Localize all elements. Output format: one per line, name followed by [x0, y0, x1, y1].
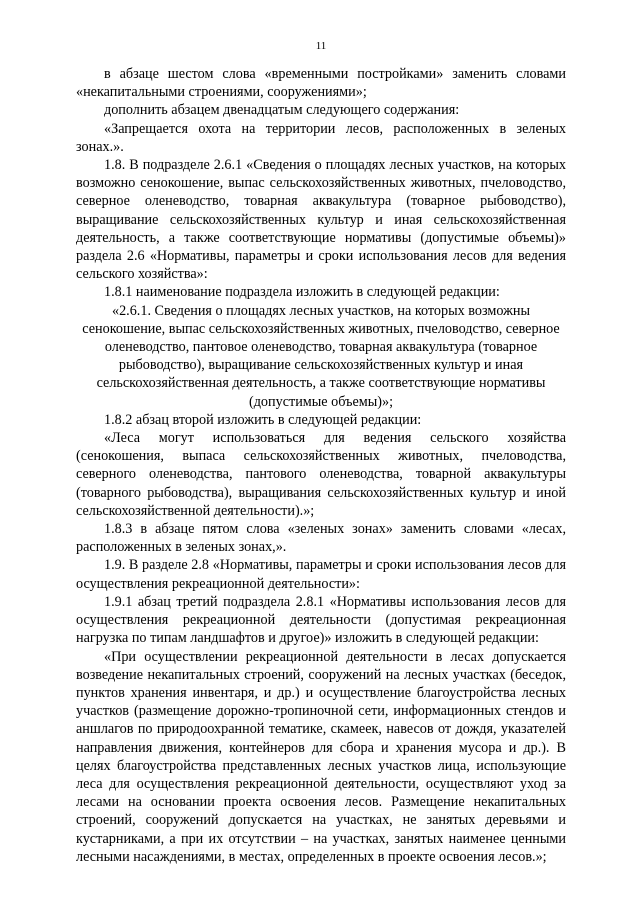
paragraph-quote-agriculture: «Леса могут использоваться для ведения сельского хозяйства (сенокошения, выпаса сельскохозяйственных животных, пчеловодства, северного оленеводства, пантового оленеводства, товарной аквакультуры (товарного рыбоводства), выращивания сельскохозяйственных культур и иной сельскохозяйственной деятельности).»;: [76, 430, 566, 519]
page-number: 11: [315, 40, 327, 52]
paragraph-amend-abzats-6: в абзаце шестом слова «временными постройками» заменить словами «некапитальными строениями, сооружениями»;: [76, 66, 566, 101]
paragraph-item-1-9-1: 1.9.1 абзац третий подраздела 2.8.1 «Нормативы использования лесов для осуществления рекреационной деятельности (допустимая рекреационная нагрузка по типам ландшафтов и другое)» изложить в следующей редакции:: [76, 593, 566, 647]
paragraph-item-1-8-1: 1.8.1 наименование подраздела изложить в следующей редакции:: [104, 284, 500, 301]
paragraph-quote-recreation: «При осуществлении рекреационной деятельности в лесах допускается возведение некапитальных строений, сооружений на лесных участках (беседок, пунктов хранения инвентаря, и др.) и осуществление благоустройства лесных участков (размещение дорожно-тропиночной сети, информационных стендов и аншлагов по природоохранной тематике, скамеек, навесов от дождя, указателей направления движения, контейнеров для сбора и хранения мусора и др.). В целях благоустройства представленных лесных участков лица, использующие леса для осуществления рекреационной деятельности, осуществляют уход за лесами на основании проекта освоения лесов. Размещение некапитальных строений, сооружений допускается на участках, не занятых деревьями и кустарниками, а при их отсутствии – на участках, занятых наименее ценными лесными насаждениями, в местах, определенных в проекте освоения лесов.»;: [76, 648, 566, 865]
paragraph-add-abzats-12: дополнить абзацем двенадцатым следующего содержания:: [104, 102, 460, 119]
paragraph-item-1-8: 1.8. В подразделе 2.6.1 «Сведения о площадях лесных участков, на которых возможно сенокошение, выпас сельскохозяйственных животных, пчеловодство, северное оленеводство, товарная аквакультура (товарное рыбоводство), выращивание сельскохозяйственных культур и иная сельскохозяйственная деятельность, а также соответствующие нормативы (допустимые объемы)» раздела 2.6 «Нормативы, параметры и сроки использования лесов для ведения сельского хозяйства»:: [76, 157, 566, 283]
paragraph-quote-hunting-ban: «Запрещается охота на территории лесов, расположенных в зеленых зонах.».: [76, 120, 566, 155]
paragraph-quote-2-6-1-title: «2.6.1. Сведения о площадях лесных участков, на которых возможны сенокошение, выпас сельскохозяйственных животных, пчеловодство, северное оленеводство, пантовое оленеводство, товарная аквакультура (товарное рыбоводство), выращивание сельскохозяйственных культур и иная сельскохозяйственная деятельность, а также соответствующие нормативы (допустимые объемы)»;: [82, 302, 560, 410]
paragraph-item-1-9: 1.9. В разделе 2.8 «Нормативы, параметры и сроки использования лесов для осуществления рекреационной деятельности»:: [76, 557, 566, 592]
paragraph-item-1-8-2: 1.8.2 абзац второй изложить в следующей редакции:: [104, 411, 422, 428]
document-body: [76, 65, 566, 866]
paragraph-item-1-8-3: 1.8.3 в абзаце пятом слова «зеленых зонах» заменить словами «лесах, расположенных в зеленых зонах,».: [76, 521, 566, 556]
